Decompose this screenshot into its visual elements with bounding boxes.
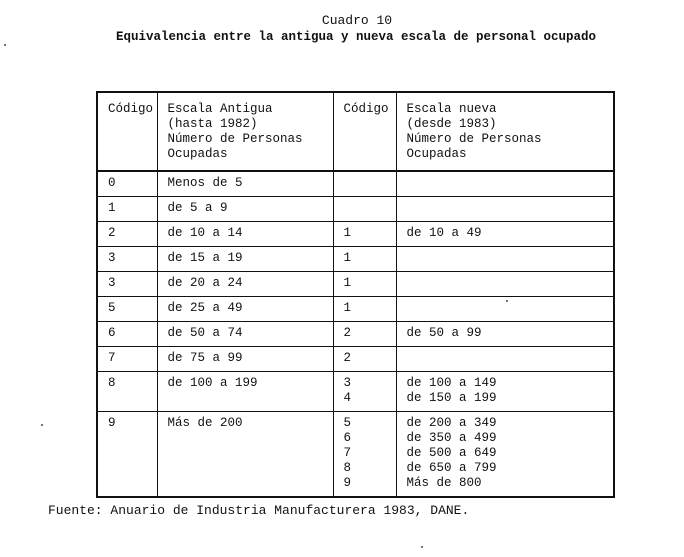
- new-scale-cell: [396, 347, 614, 372]
- new-code-cell: 1: [333, 222, 396, 247]
- header-old-code: Código: [97, 92, 157, 171]
- new-code-cell: 2: [333, 322, 396, 347]
- old-code-cell: 3: [97, 272, 157, 297]
- table-row: [97, 347, 614, 372]
- old-code-cell: 2: [97, 222, 157, 247]
- table-header-row: [97, 92, 614, 171]
- old-scale-cell: de 20 a 24: [157, 272, 333, 297]
- new-scale-cell: de 100 a 149 de 150 a 199: [396, 372, 614, 412]
- old-scale-cell: de 75 a 99: [157, 347, 333, 372]
- scan-speck: [421, 546, 423, 548]
- new-scale-cell: [396, 297, 614, 322]
- new-scale-cell: de 200 a 349 de 350 a 499 de 500 a 649 de 650 a 799 Más de 800: [396, 412, 614, 498]
- old-scale-cell: de 50 a 74: [157, 322, 333, 347]
- old-code-cell: 6: [97, 322, 157, 347]
- old-code-cell: 1: [97, 197, 157, 222]
- header-old-scale: Escala Antigua (hasta 1982) Número de Personas Ocupadas: [157, 92, 333, 171]
- table-row: [97, 197, 614, 222]
- new-code-cell: 1: [333, 297, 396, 322]
- old-scale-cell: de 25 a 49: [157, 297, 333, 322]
- old-code-cell: 9: [97, 412, 157, 498]
- old-code-cell: 8: [97, 372, 157, 412]
- table-row: [97, 372, 614, 412]
- scan-speck: [41, 424, 43, 426]
- new-code-cell: [333, 197, 396, 222]
- old-scale-cell: de 5 a 9: [157, 197, 333, 222]
- old-scale-cell: Menos de 5: [157, 171, 333, 197]
- new-code-cell: 3 4: [333, 372, 396, 412]
- new-scale-cell: [396, 197, 614, 222]
- new-code-cell: [333, 171, 396, 197]
- table-row: [97, 272, 614, 297]
- source-note: Fuente: Anuario de Industria Manufacturera 1983, DANE.: [48, 503, 470, 518]
- old-scale-cell: de 15 a 19: [157, 247, 333, 272]
- header-new-scale: Escala nueva (desde 1983) Número de Personas Ocupadas: [396, 92, 614, 171]
- header-new-code: Código: [333, 92, 396, 171]
- old-code-cell: 3: [97, 247, 157, 272]
- new-code-cell: 1: [333, 247, 396, 272]
- new-scale-cell: de 10 a 49: [396, 222, 614, 247]
- old-scale-cell: de 100 a 199: [157, 372, 333, 412]
- scan-speck: [4, 44, 6, 46]
- new-scale-cell: [396, 272, 614, 297]
- table-caption-title: Equivalencia entre la antigua y nueva escala de personal ocupado: [115, 30, 597, 44]
- equivalence-table: [96, 91, 615, 498]
- table-row: [97, 222, 614, 247]
- old-code-cell: 0: [97, 171, 157, 197]
- table-row: [97, 297, 614, 322]
- old-code-cell: 7: [97, 347, 157, 372]
- new-code-cell: 2: [333, 347, 396, 372]
- new-scale-cell: [396, 171, 614, 197]
- table-caption-number: Cuadro 10: [321, 13, 393, 28]
- table-row: [97, 171, 614, 197]
- old-scale-cell: de 10 a 14: [157, 222, 333, 247]
- table-row: [97, 247, 614, 272]
- new-scale-cell: [396, 247, 614, 272]
- old-code-cell: 5: [97, 297, 157, 322]
- new-scale-cell: de 50 a 99: [396, 322, 614, 347]
- new-code-cell: 1: [333, 272, 396, 297]
- old-scale-cell: Más de 200: [157, 412, 333, 498]
- table-row: [97, 322, 614, 347]
- table-row: [97, 412, 614, 498]
- new-code-cell: 5 6 7 8 9: [333, 412, 396, 498]
